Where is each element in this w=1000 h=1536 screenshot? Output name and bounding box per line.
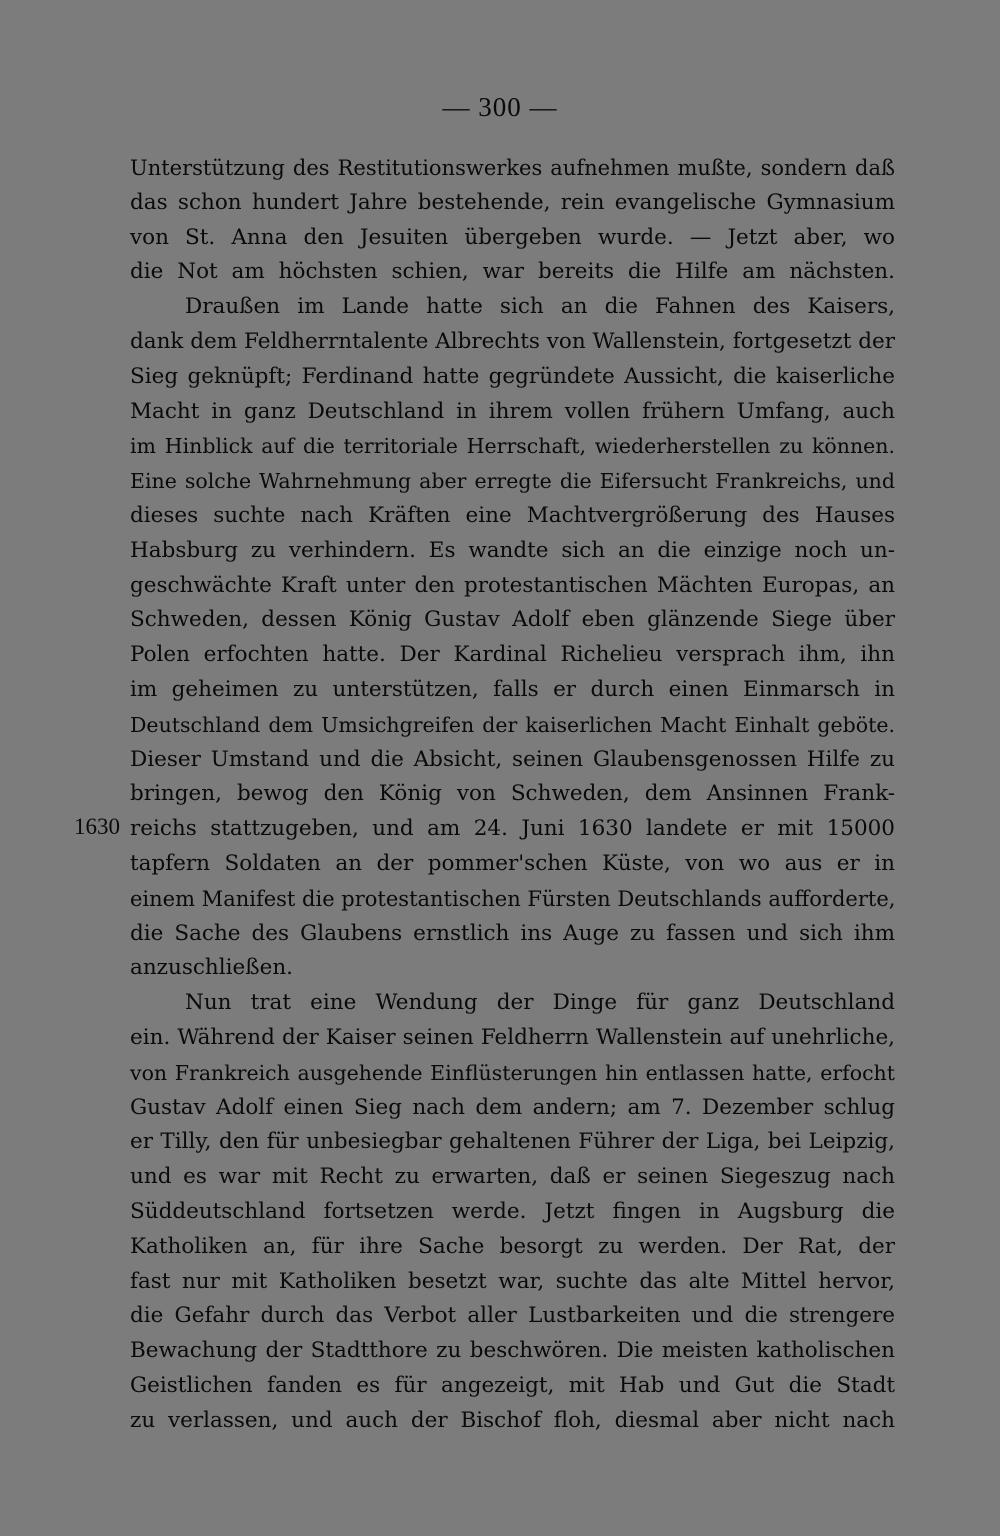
text-line: Schweden, dessen König Gustav Adolf eben glänzende Siege über <box>130 607 895 633</box>
text-line: geschwächte Kraft unter den protestantischen Mächten Europas, an <box>130 572 895 598</box>
text-line: reichs stattzugeben, und am 24. Juni 1630 landete er mit 15000 <box>130 816 895 842</box>
text-line: fast nur mit Katholiken besetzt war, suchte das alte Mittel hervor, <box>130 1268 895 1294</box>
text-line: im Hinblick auf die territoriale Herrschaft, wiederherstellen zu können. <box>130 434 895 459</box>
text-line: und es war mit Recht zu erwarten, daß er seinen Siegeszug nach <box>130 1164 895 1190</box>
text-line: im geheimen zu unterstützen, falls er durch einen Einmarsch in <box>130 676 895 702</box>
text-line: Eine solche Wahrnehmung aber erregte die Eifersucht Frankreichs, und <box>130 469 895 494</box>
text-line: dieses suchte nach Kräften eine Machtvergrößerung des Hauses <box>130 502 895 528</box>
text-line: Gustav Adolf einen Sieg nach dem andern; am 7. Dezember schlug <box>130 1094 895 1120</box>
text-line: die Not am höchsten schien, war bereits die Hilfe am nächsten. <box>130 259 895 285</box>
text-line: tapfern Soldaten an der pommer'schen Küste, von wo aus er in <box>130 850 895 876</box>
text-line: Draußen im Lande hatte sich an die Fahnen des Kaisers, <box>185 294 895 320</box>
text-line: Sieg geknüpft; Ferdinand hatte gegründete Aussicht, die kaiserliche <box>130 363 895 389</box>
text-line: Dieser Umstand und die Absicht, seinen Glaubensgenossen Hilfe zu <box>130 746 895 772</box>
text-line: Katholiken an, für ihre Sache besorgt zu werden. Der Rat, der <box>130 1233 895 1259</box>
text-line: Macht in ganz Deutschland in ihrem vollen frühern Umfang, auch <box>130 398 895 424</box>
text-line: anzuschließen. <box>130 955 294 981</box>
text-line: das schon hundert Jahre bestehende, rein evangelische Gymnasium <box>130 189 895 215</box>
margin-year-note: 1630 <box>74 814 120 839</box>
text-line: Unterstützung des Restitutionswerkes aufnehmen mußte, sondern daß <box>130 156 895 180</box>
text-line: dank dem Feldherrntalente Albrechts von Wallenstein, fortgesetzt der <box>130 328 895 354</box>
text-line: Geistlichen fanden es für angezeigt, mit Hab und Gut die Stadt <box>130 1372 895 1398</box>
text-line: Polen erfochten hatte. Der Kardinal Richelieu versprach ihm, ihn <box>130 642 895 668</box>
text-line: von Frankreich ausgehende Einflüsterungen hin entlassen hatte, erfocht <box>130 1060 895 1085</box>
text-line: von St. Anna den Jesuiten übergeben wurde. — Jetzt aber, wo <box>130 224 895 250</box>
text-line: Bewachung der Stadtthore zu beschwören. Die meisten katholischen <box>130 1338 895 1364</box>
page-number: — 300 — <box>442 92 558 122</box>
text-line: Nun trat eine Wendung der Dinge für ganz Deutschland <box>185 990 895 1016</box>
text-line: Süddeutschland fortsetzen werde. Jetzt fingen in Augsburg die <box>130 1198 895 1224</box>
text-line: Habsburg zu verhindern. Es wandte sich an die einzige noch un- <box>130 537 895 563</box>
body-text <box>130 151 895 1438</box>
text-line: zu verlassen, und auch der Bischof floh, diesmal aber nicht nach <box>130 1407 895 1433</box>
text-line: einem Manifest die protestantischen Fürsten Deutschlands aufforderte, <box>130 886 896 911</box>
text-line: bringen, bewog den König von Schweden, dem Ansinnen Frank- <box>130 781 895 807</box>
text-line: ein. Während der Kaiser seinen Feldherrn Wallenstein auf unehrliche, <box>130 1024 895 1050</box>
text-line: die Gefahr durch das Verbot aller Lustbarkeiten und die strengere <box>130 1303 895 1329</box>
text-line: Deutschland dem Umsichgreifen der kaiserlichen Macht Einhalt geböte. <box>130 712 895 737</box>
text-line: er Tilly, den für unbesiegbar gehaltenen Führer der Liga, bei Leipzig, <box>130 1129 895 1155</box>
text-line: die Sache des Glaubens ernstlich ins Auge zu fassen und sich ihm <box>130 920 895 946</box>
